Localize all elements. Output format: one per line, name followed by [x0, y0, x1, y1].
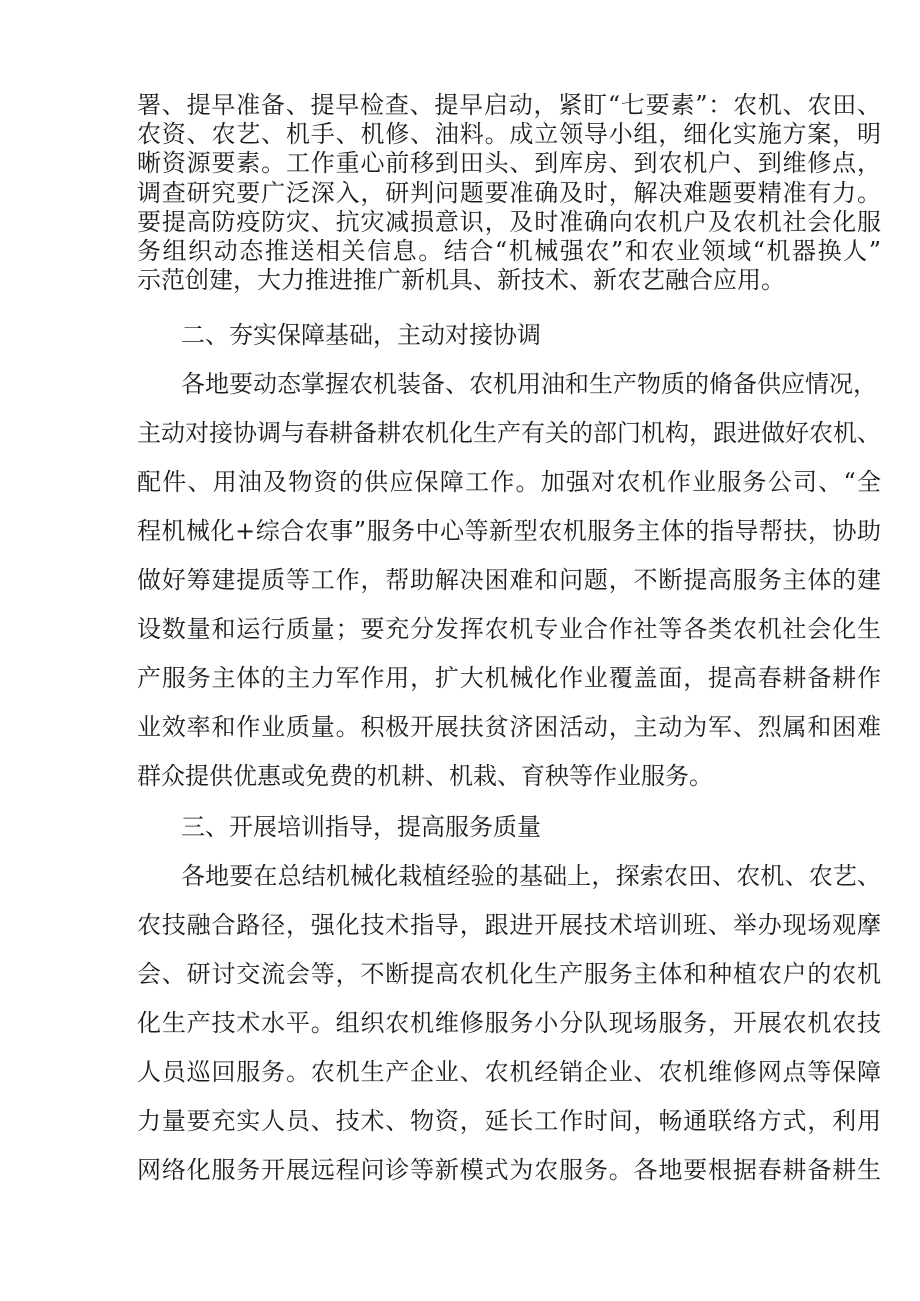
- paragraph-1: [137, 91, 881, 295]
- text-line: 农资、农艺、机手、机修、油料。成立领导小组，细化实施方案，明: [137, 120, 881, 149]
- text-line: 示范创建，大力推进推广新机具、新技术、新农艺融合应用。: [137, 266, 785, 295]
- section-heading-3: 三、开展培训指导，提高服务质量: [181, 813, 541, 842]
- section-heading-2: 二、夯实保障基础，主动对接协调: [181, 321, 541, 350]
- text-line: 各地要在总结机械化栽植经验的基础上，探索农田、农机、农艺、: [181, 862, 881, 891]
- text-line: 设数量和运行质量；要充分发挥农机专业合作社等各类农机社会化生: [137, 615, 881, 644]
- text-line: 网络化服务开展远程问诊等新模式为农服务。各地要根据春耕备耕生: [137, 1156, 881, 1185]
- text-line: 力量要充实人员、技术、物资，延长工作时间，畅通联络方式，利用: [137, 1107, 881, 1136]
- text-line: 调查研究要广泛深入，研判问题要准确及时，解决难题要精准有力。: [137, 178, 881, 207]
- paragraph-2: [137, 360, 881, 801]
- text-line: 程机械化+综合农事”服务中心等新型农机服务主体的指导帮扶，协助: [137, 517, 881, 546]
- text-line: 做好筹建提质等工作，帮助解决困难和问题，不断提高服务主体的建: [137, 566, 881, 595]
- text-line: 主动对接协调与春耕备耕农机化生产有关的部门机构，跟进做好农机、: [137, 419, 881, 448]
- text-line: 业效率和作业质量。积极开展扶贫济困活动，主动为军、烈属和困难: [137, 713, 881, 742]
- text-line: 群众提供优惠或免费的机耕、机栽、育秧等作业服务。: [137, 762, 713, 791]
- paragraph-3: [137, 852, 881, 1195]
- text-line: 务组织动态推送相关信息。结合“机械强农”和农业领域“机器换人”: [137, 237, 881, 266]
- text-line: 化生产技术水平。组织农机维修服务小分队现场服务，开展农机农技: [137, 1009, 881, 1038]
- text-line: 晰资源要素。工作重心前移到田头、到库房、到农机户、到维修点，: [137, 149, 881, 178]
- text-line: 署、提早准备、提早检查、提早启动，紧盯“七要素”：农机、农田、: [137, 91, 881, 119]
- text-line: 农技融合路径，强化技术指导，跟进开展技术培训班、举办现场观摩: [137, 911, 881, 940]
- text-line: 要提高防疫防灾、抗灾减损意识，及时准确向农机户及农机社会化服: [137, 207, 881, 236]
- text-line: 配件、用油及物资的供应保障工作。加强对农机作业服务公司、“全: [137, 468, 881, 497]
- text-line: 会、研讨交流会等，不断提高农机化生产服务主体和种植农户的农机: [137, 960, 881, 989]
- text-line: 各地要动态掌握农机装备、农机用油和生产物质的脩备供应情况，: [181, 370, 877, 399]
- text-line: 产服务主体的主力军作用，扩大机械化作业覆盖面，提高春耕备耕作: [137, 664, 881, 693]
- text-line: 人员巡回服务。农机生产企业、农机经销企业、农机维修网点等保障: [137, 1058, 881, 1087]
